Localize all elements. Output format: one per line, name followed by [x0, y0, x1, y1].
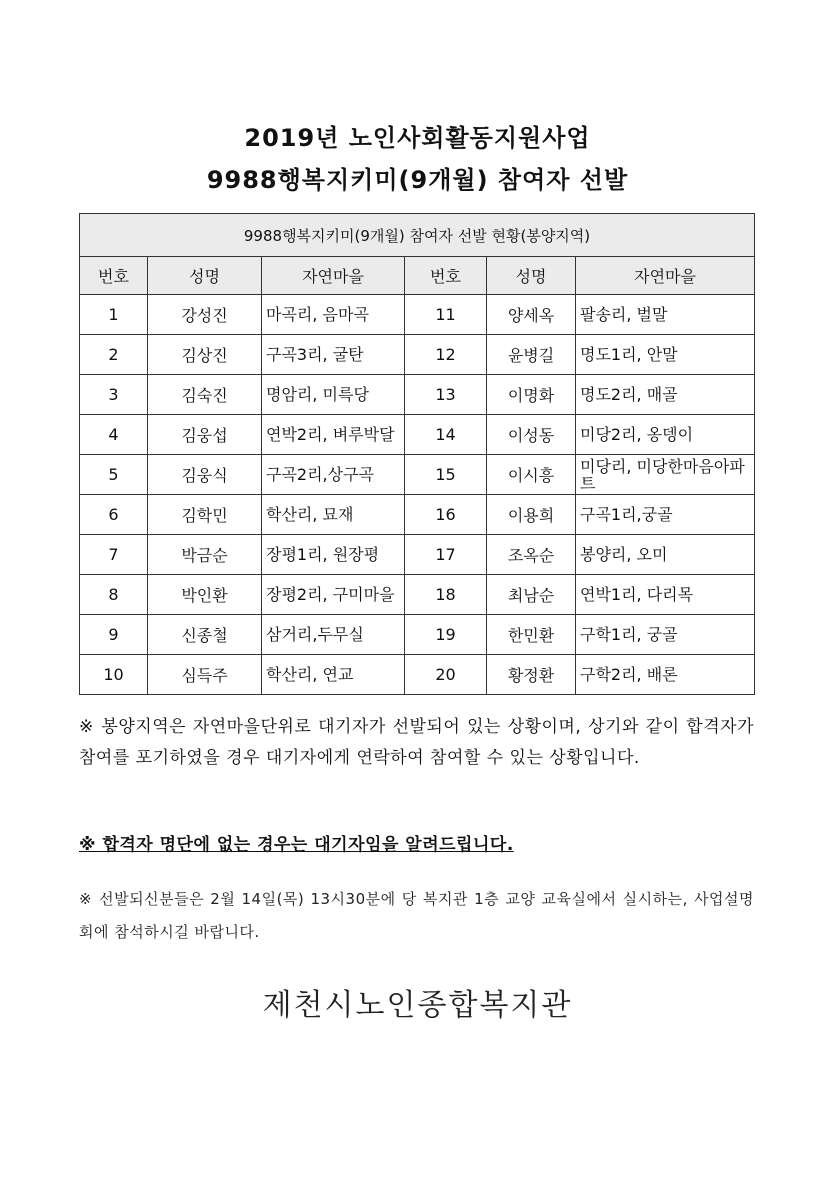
cell-village: 명암리, 미륵당	[262, 375, 405, 415]
cell-number: 19	[405, 615, 487, 655]
column-header-name-2: 성명	[487, 257, 576, 295]
briefing-session-notice: ※ 선발되신분들은 2월 14일(목) 13시30분에 당 복지관 1층 교양 교육실에서 실시하는, 사업설명회에 참석하시길 바랍니다.	[79, 890, 754, 941]
cell-name: 김웅섭	[148, 415, 262, 455]
cell-number: 15	[405, 455, 487, 495]
cell-village: 미당리, 미당한마음아파트	[576, 455, 755, 495]
cell-name: 박금순	[148, 535, 262, 575]
cell-village: 명도1리, 안말	[576, 335, 755, 375]
cell-name: 이시흥	[487, 455, 576, 495]
cell-village: 연박2리, 벼루박달	[262, 415, 405, 455]
cell-number: 7	[80, 535, 148, 575]
column-header-number-2: 번호	[405, 257, 487, 295]
table-caption: 9988행복지키미(9개월) 참여자 선발 현황(봉양지역)	[80, 214, 755, 257]
table-row	[80, 415, 755, 455]
cell-village: 구학1리, 궁골	[576, 615, 755, 655]
cell-village: 구곡1리,궁골	[576, 495, 755, 535]
cell-village: 구곡3리, 굴탄	[262, 335, 405, 375]
cell-name: 이용희	[487, 495, 576, 535]
organization-name: 제천시노인종합복지관	[262, 988, 573, 1023]
waitlist-notice: ※ 봉양지역은 자연마을단위로 대기자가 선발되어 있는 상황이며, 상기와 같이 합격자가 참여를 포기하였을 경우 대기자에게 연락하여 참여할 수 있는 상황입니다.	[79, 717, 754, 768]
cell-number: 20	[405, 655, 487, 695]
document-title-line1: 2019년 노인사회활동지원사업	[244, 124, 591, 152]
cell-name: 박인환	[148, 575, 262, 615]
cell-village: 학산리, 묘재	[262, 495, 405, 535]
table-row	[80, 455, 755, 495]
cell-village: 팔송리, 벌말	[576, 295, 755, 335]
cell-number: 10	[80, 655, 148, 695]
table-row	[80, 295, 755, 335]
cell-name: 신종철	[148, 615, 262, 655]
cell-name: 양세옥	[487, 295, 576, 335]
cell-village: 미당2리, 옹뎅이	[576, 415, 755, 455]
cell-number: 5	[80, 455, 148, 495]
cell-number: 4	[80, 415, 148, 455]
cell-name: 조옥순	[487, 535, 576, 575]
document-title-line2: 9988행복지키미(9개월) 참여자 선발	[206, 166, 629, 194]
table-row	[80, 575, 755, 615]
cell-number: 18	[405, 575, 487, 615]
cell-number: 16	[405, 495, 487, 535]
cell-number: 2	[80, 335, 148, 375]
cell-name: 김학민	[148, 495, 262, 535]
cell-number: 14	[405, 415, 487, 455]
column-header-village-2: 자연마을	[576, 257, 755, 295]
participants-table	[79, 213, 755, 695]
cell-village: 장평1리, 원장평	[262, 535, 405, 575]
cell-village: 명도2리, 매골	[576, 375, 755, 415]
table-row	[80, 615, 755, 655]
cell-number: 12	[405, 335, 487, 375]
table-row	[80, 375, 755, 415]
cell-number: 11	[405, 295, 487, 335]
column-header-name-1: 성명	[148, 257, 262, 295]
cell-number: 17	[405, 535, 487, 575]
cell-number: 6	[80, 495, 148, 535]
waitlist-emphasis-notice: ※ 합격자 명단에 없는 경우는 대기자임을 알려드립니다.	[79, 835, 514, 855]
cell-village: 봉양리, 오미	[576, 535, 755, 575]
cell-name: 강성진	[148, 295, 262, 335]
cell-number: 13	[405, 375, 487, 415]
cell-village: 구학2리, 배론	[576, 655, 755, 695]
cell-name: 김숙진	[148, 375, 262, 415]
cell-name: 윤병길	[487, 335, 576, 375]
cell-name: 한민환	[487, 615, 576, 655]
cell-name: 이성동	[487, 415, 576, 455]
cell-name: 김웅식	[148, 455, 262, 495]
cell-village: 장평2리, 구미마을	[262, 575, 405, 615]
cell-name: 황정환	[487, 655, 576, 695]
cell-number: 8	[80, 575, 148, 615]
column-header-village-1: 자연마을	[262, 257, 405, 295]
cell-number: 1	[80, 295, 148, 335]
cell-village: 구곡2리,상구곡	[262, 455, 405, 495]
cell-village: 학산리, 연교	[262, 655, 405, 695]
table-row	[80, 655, 755, 695]
cell-number: 9	[80, 615, 148, 655]
table-row	[80, 535, 755, 575]
cell-village: 마곡리, 음마곡	[262, 295, 405, 335]
table-row	[80, 335, 755, 375]
cell-number: 3	[80, 375, 148, 415]
table-header-row	[80, 257, 755, 295]
table-row	[80, 495, 755, 535]
cell-name: 이명화	[487, 375, 576, 415]
cell-name: 최남순	[487, 575, 576, 615]
cell-name: 김상진	[148, 335, 262, 375]
column-header-number-1: 번호	[80, 257, 148, 295]
cell-village: 삼거리,두무실	[262, 615, 405, 655]
cell-name: 심득주	[148, 655, 262, 695]
cell-village: 연박1리, 다리목	[576, 575, 755, 615]
